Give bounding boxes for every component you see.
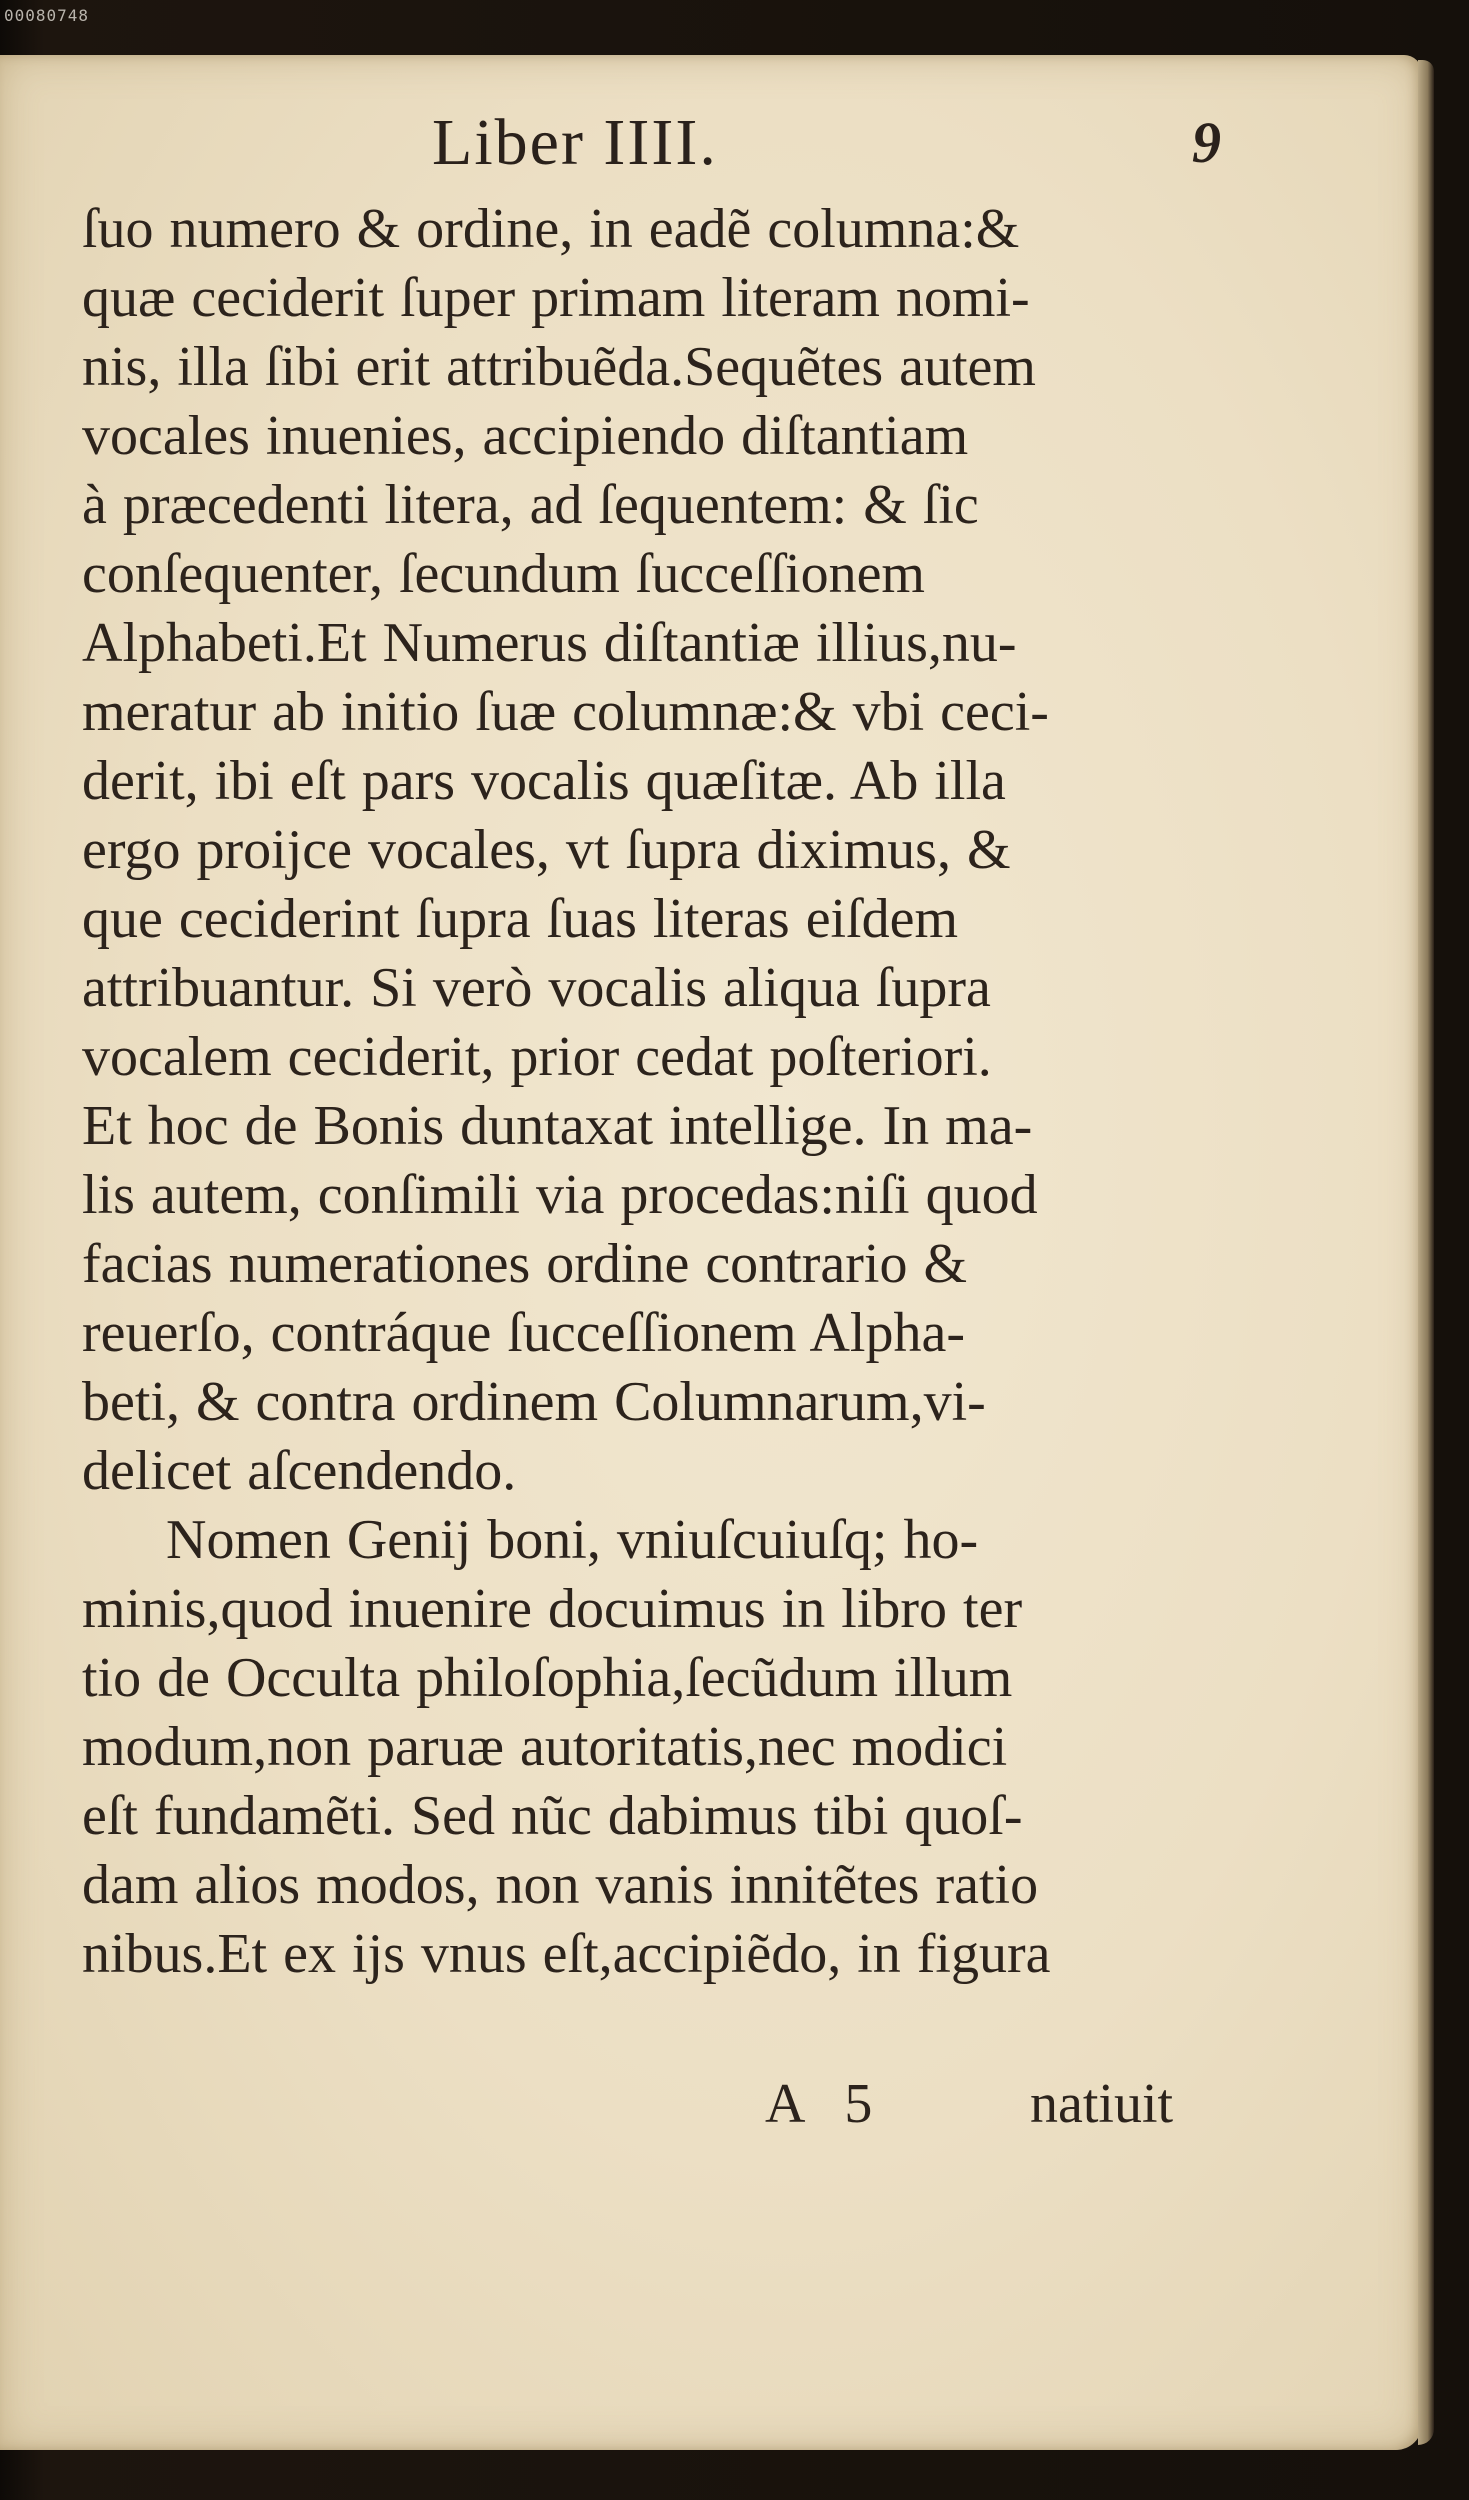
text-line: ſuo numero & ordine, in eadẽ columna:& [82, 198, 1020, 260]
text-line: facias numerationes ordine contrario & [82, 1233, 967, 1295]
text-line: vocales inuenies, accipiendo diſtantiam [82, 405, 969, 467]
text-line: que ceciderint ſupra ſuas literas eiſdem [82, 888, 959, 950]
page-header [0, 105, 1422, 185]
text-line: conſequenter, ſecundum ſucceſſionem [82, 543, 925, 605]
paragraph-start-line: Nomen Genij boni, vniuſcuiuſq; ho- [166, 1509, 979, 1571]
text-line: ergo proijce vocales, vt ſupra diximus, & [82, 819, 1011, 881]
text-line: dam alios modos, non vanis innitẽtes ratio [82, 1854, 1039, 1916]
text-line: lis autem, conſimili via procedas:niſi quod [82, 1164, 1038, 1226]
catchword-line [0, 2072, 1422, 2142]
text-line: tio de Occulta philoſophia,ſecũdum illum [82, 1647, 1013, 1709]
text-line: nibus.Et ex ijs vnus eſt,accipiẽdo, in figura [82, 1923, 1051, 1985]
signature-mark: A 5 [765, 2073, 873, 2135]
text-line: minis,quod inuenire docuimus in libro ter [82, 1578, 1023, 1640]
text-line: meratur ab initio ſuæ columnæ:& vbi ceci- [82, 681, 1049, 743]
folio-number: 9 [1192, 110, 1221, 175]
text-line: eſt fundamẽti. Sed nũc dabimus tibi quoſ- [82, 1785, 1023, 1847]
text-line: reuerſo, contráque ſucceſſionem Alpha- [82, 1302, 965, 1364]
text-line: Et hoc de Bonis duntaxat intellige. In ma- [82, 1095, 1033, 1157]
text-line: à præcedenti litera, ad ſequentem: & ſic [82, 474, 979, 536]
text-line: vocalem ceciderit, prior cedat poſteriori. [82, 1026, 992, 1088]
scan-id-label: 00080748 [4, 6, 90, 25]
text-line: nis, illa ſibi erit attribuẽda.Sequẽtes autem [82, 336, 1036, 398]
text-line: Alphabeti.Et Numerus diſtantiæ illius,nu- [82, 612, 1017, 674]
text-line: quæ ceciderit ſuper primam literam nomi- [82, 267, 1030, 329]
running-head: Liber IIII. [432, 106, 718, 179]
text-line: derit, ibi eſt pars vocalis quæſitæ. Ab illa [82, 750, 1006, 812]
catchword: natiuit [1030, 2073, 1174, 2135]
text-line: delicet aſcendendo. [82, 1440, 517, 1502]
text-line: attribuantur. Si verò vocalis aliqua ſupra [82, 957, 991, 1019]
text-line: modum,non paruæ autoritatis,nec modici [82, 1716, 1008, 1778]
text-line: beti, & contra ordinem Columnarum,vi- [82, 1371, 986, 1433]
text-block [82, 195, 1182, 1989]
